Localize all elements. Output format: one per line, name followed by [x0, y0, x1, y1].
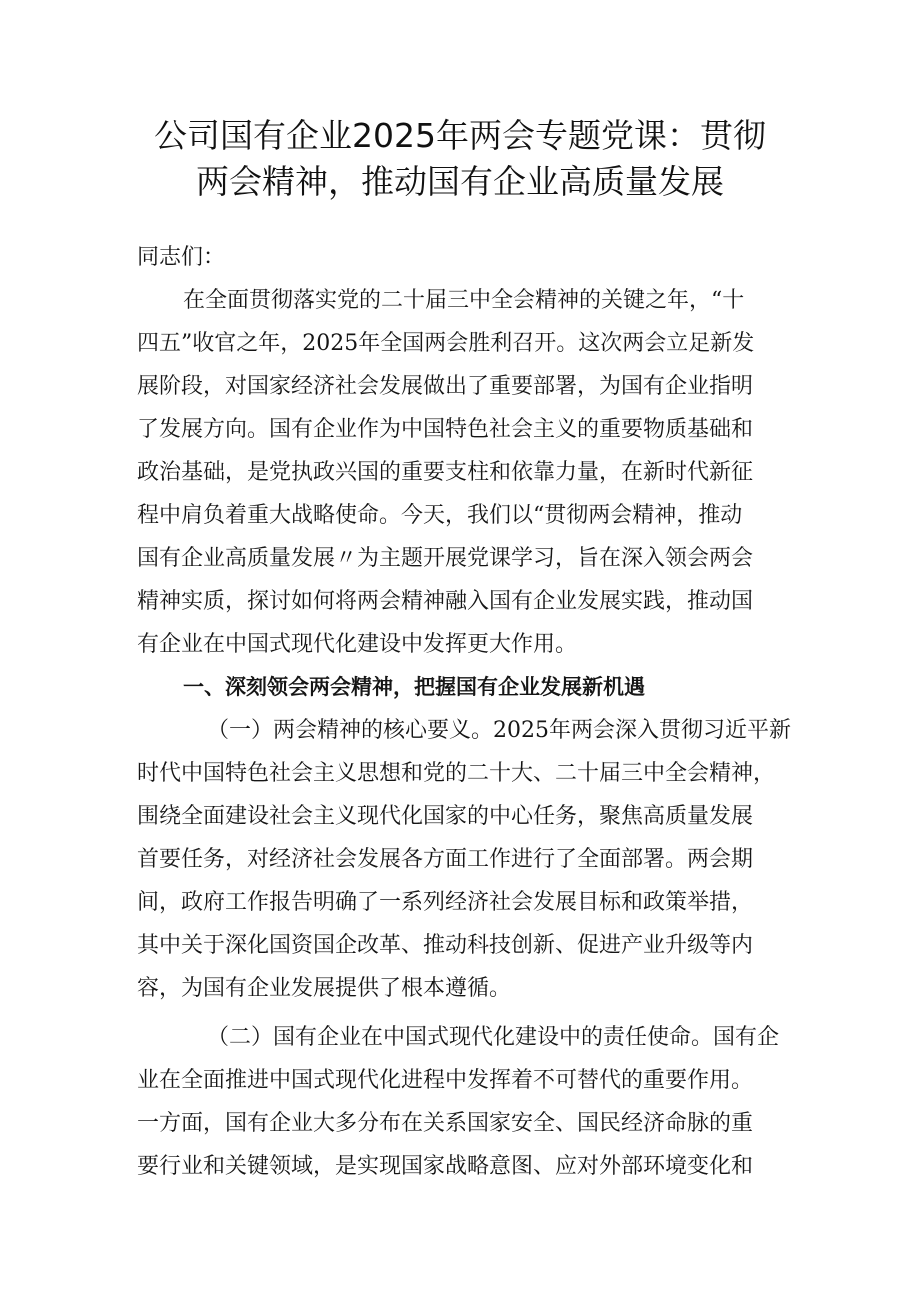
subsection-1-paragraph	[137, 709, 797, 1010]
intro-paragraph	[137, 279, 797, 666]
paragraph-line: 容，为国有企业发展提供了根本遵循。	[137, 976, 512, 1001]
paragraph-line: 了发展方向。国有企业作为中国特色社会主义的重要物质基础和	[137, 417, 754, 442]
paragraph-line: 展阶段，对国家经济社会发展做出了重要部署，为国有企业指明	[137, 374, 754, 399]
paragraph-line: 一方面，国有企业大多分布在关系国家安全、国民经济命脉的重	[137, 1111, 754, 1136]
paragraph-line: 业在全面推进中国式现代化进程中发挥着不可替代的重要作用。	[137, 1068, 754, 1093]
paragraph-line: 首要任务，对经济社会发展各方面工作进行了全面部署。两会期	[137, 847, 754, 872]
paragraph-line: 围绕全面建设社会主义现代化国家的中心任务，聚焦高质量发展	[137, 804, 754, 829]
paragraph-line: 时代中国特色社会主义思想和党的二十大、二十届三中全会精神，	[137, 761, 776, 786]
subsection-2-paragraph	[137, 1016, 797, 1188]
paragraph-line: 四五”收官之年，2025年全国两会胜利召开。这次两会立足新发	[137, 331, 755, 356]
paragraph-line: 间，政府工作报告明确了一系列经济社会发展目标和政策举措，	[137, 890, 754, 915]
paragraph-line: 精神实质，探讨如何将两会精神融入国有企业发展实践，推动国	[137, 589, 754, 614]
paragraph-line: 有企业在中国式现代化建设中发挥更大作用。	[137, 632, 578, 657]
paragraph-line: 其中关于深化国资国企改革、推动科技创新、促进产业升级等内	[137, 933, 754, 958]
title-line: 两会精神，推动国有企业高质量发展	[196, 162, 724, 201]
document-body	[137, 236, 797, 1188]
paragraph-line: 程中肩负着重大战略使命。今天，我们以“贯彻两会精神，推动	[137, 503, 743, 528]
paragraph-line: （二）国有企业在中国式现代化建设中的责任使命。国有企	[207, 1025, 780, 1050]
paragraph-line: 国有企业高质量发展〃为主题开展党课学习，旨在深入领会两会	[137, 546, 754, 571]
paragraph-line: （一）两会精神的核心要义。2025年两会深入贯彻习近平新	[207, 718, 791, 743]
title-line: 公司国有企业2025年两会专题党课：贯彻	[154, 116, 766, 155]
salutation-line: 同志们：	[137, 245, 226, 270]
section-heading	[137, 666, 797, 709]
document-title	[90, 113, 830, 205]
salutation	[137, 236, 797, 279]
paragraph-line: 政治基础，是党执政兴国的重要支柱和依靠力量，在新时代新征	[137, 460, 754, 485]
paragraph-line: 要行业和关键领域，是实现国家战略意图、应对外部环境变化和	[137, 1154, 754, 1179]
section-1-heading: 一、深刻领会两会精神，把握国有企业发展新机遇	[183, 675, 645, 699]
paragraph-line: 在全面贯彻落实党的二十届三中全会精神的关键之年，“十	[183, 288, 745, 313]
